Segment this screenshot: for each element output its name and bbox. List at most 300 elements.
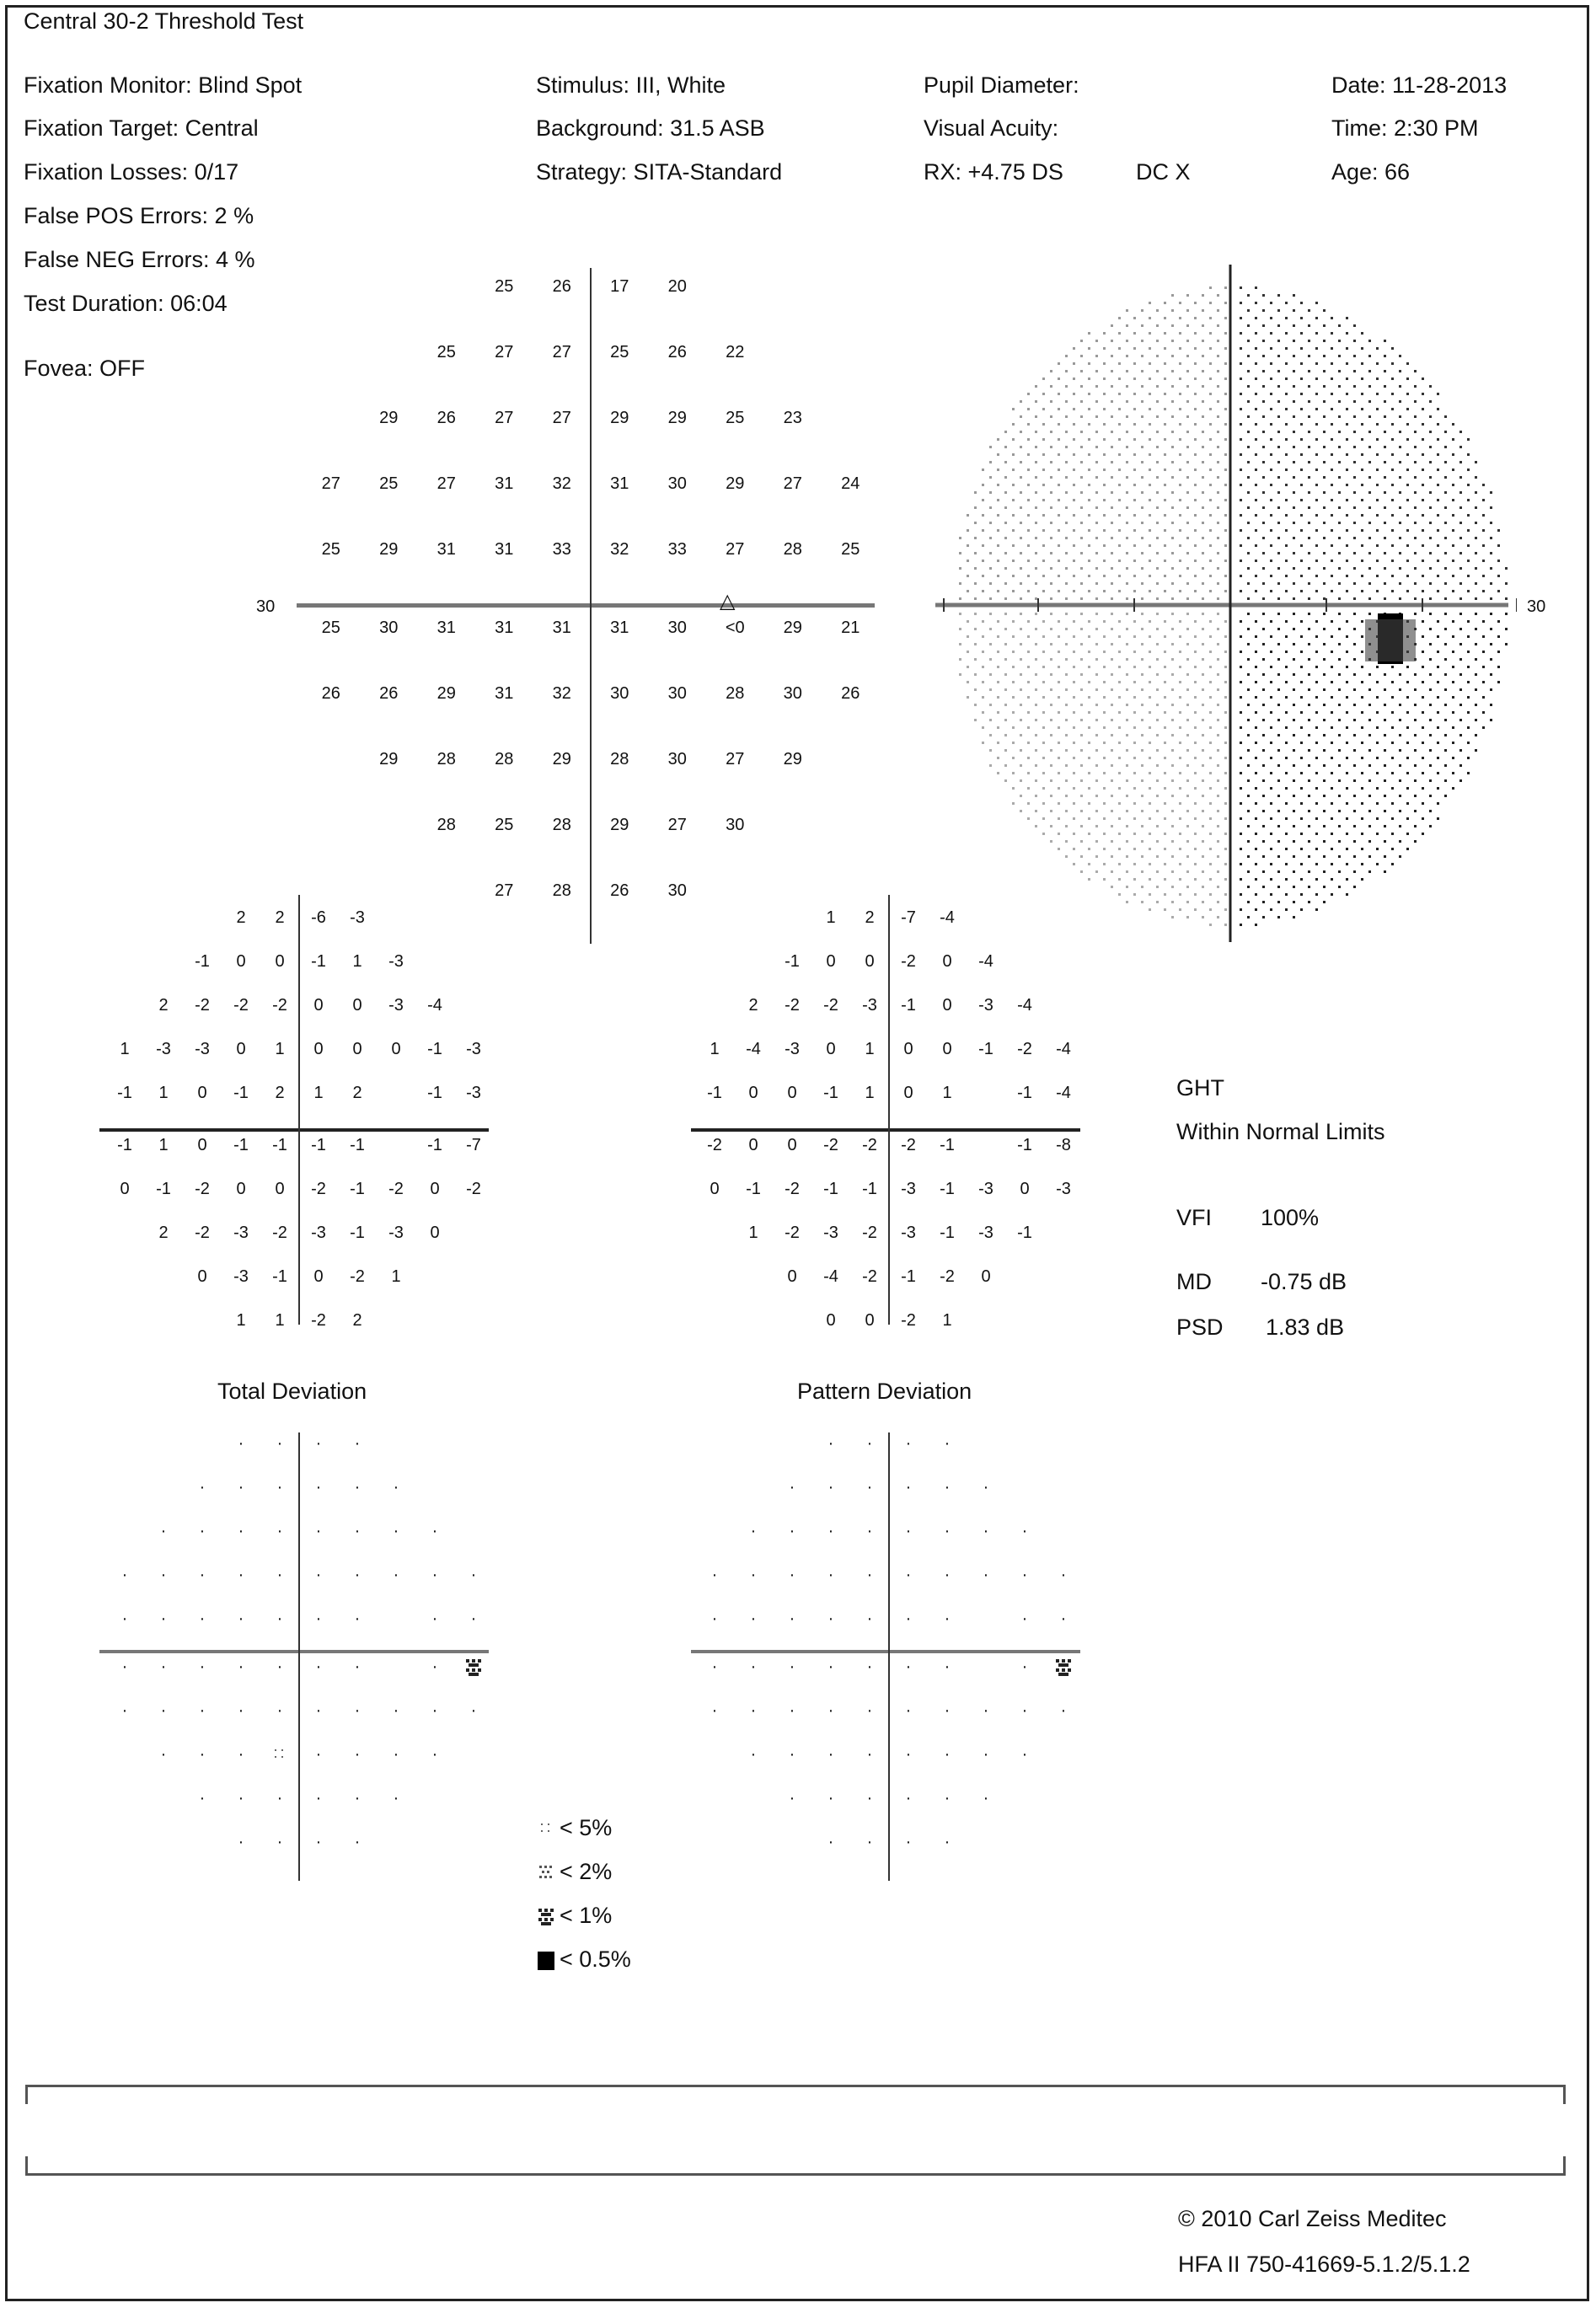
visual-acuity: Visual Acuity: [924,115,1059,141]
tdp-h-axis [99,1650,489,1653]
pd-cell: 1 [865,1083,875,1102]
threshold-cell: 31 [495,539,514,559]
pdp-symbol: · [944,1745,951,1764]
pdp-symbol: · [1060,1609,1067,1628]
td-cell: 1 [275,1039,285,1058]
td-cell: -3 [466,1083,481,1102]
threshold-cell: 25 [726,408,745,427]
pd-h-axis [691,1128,1080,1132]
tdp-symbol: · [238,1609,244,1628]
td-cell: 0 [275,1180,285,1199]
background: Background: 31.5 ASB [536,115,765,141]
total-deviation-label: Total Deviation [217,1379,367,1404]
threshold-cell: 29 [783,750,802,769]
pd-cell: -1 [940,1180,955,1199]
threshold-cell: 27 [321,474,340,493]
tdp-symbol: · [431,1522,438,1540]
pdp-symbol: · [944,1609,951,1628]
pdp-symbol: · [944,1434,951,1453]
tdp-symbol: · [431,1745,438,1764]
pdp-symbol: · [1060,1566,1067,1584]
tdp-symbol: · [354,1701,361,1721]
td-cell: 0 [313,1267,324,1287]
pdp-symbol: · [827,1566,834,1584]
tdp-symbol: · [160,1657,167,1677]
tdp-symbol: · [160,1701,167,1721]
tdp-symbol: · [238,1478,244,1497]
pd-cell: -2 [901,951,916,971]
tdp-symbol: · [238,1789,244,1808]
td-cell: 1 [391,1267,401,1287]
pd-cell: -1 [785,951,800,971]
tdp-symbol: · [121,1657,128,1677]
legend-p05 [538,1947,631,1973]
tdp-symbol: · [238,1522,244,1540]
pd-cell: 0 [942,1039,952,1058]
pdp-symbol: · [711,1701,718,1721]
legend-p05-text: < 0.5% [560,1947,631,1972]
pd-cell: -1 [1017,1083,1032,1102]
pd-cell: 0 [981,1267,991,1287]
pd-cell: 0 [903,1039,913,1058]
td-cell: 0 [352,995,362,1015]
false-pos-errors: False POS Errors: 2 % [24,203,254,228]
legend-p2-text: < 2% [560,1859,613,1884]
pdp-symbol: · [1021,1522,1028,1540]
pdp-symbol: · [983,1789,989,1808]
threshold-cell: 27 [436,474,456,493]
pd-cell: 0 [865,1311,875,1331]
threshold-cell: 25 [379,474,399,493]
tdp-symbol: · [160,1745,167,1764]
threshold-cell: 26 [841,684,860,704]
pd-cell: -1 [1017,1136,1032,1155]
td-cell: -1 [427,1136,442,1155]
pd-cell: -3 [978,1224,993,1243]
legend-p5-text: < 5% [560,1815,613,1840]
threshold-cell: 30 [379,619,399,638]
td-cell: -2 [195,995,210,1015]
tdp-symbol: · [354,1522,361,1540]
threshold-cell: 31 [436,539,456,559]
td-cell: -4 [427,995,442,1015]
threshold-cell: 29 [552,750,571,769]
pdp-symbol: · [983,1745,989,1764]
pd-cell: 0 [942,995,952,1015]
pdp-symbol: · [750,1745,757,1764]
tdp-symbol: · [276,1609,283,1628]
td-cell: 0 [120,1180,130,1199]
pd-cell: -3 [862,995,877,1015]
td-cell: 1 [158,1083,169,1102]
pdp-symbol: · [905,1478,912,1497]
threshold-cell: 27 [552,408,571,427]
pd-cell: 0 [787,1267,797,1287]
td-cell: -1 [427,1039,442,1058]
td-cell: 2 [275,908,285,927]
td-cell: -1 [311,1136,326,1155]
pupil-diameter: Pupil Diameter: [924,72,1079,98]
threshold-cell: 31 [610,619,629,638]
tdp-symbol: · [276,1701,283,1721]
tdp-symbol: · [238,1657,244,1677]
strategy: Strategy: SITA-Standard [536,159,783,185]
pdp-symbol: · [905,1789,912,1808]
pd-cell: -2 [785,995,800,1015]
p2-symbol [538,1864,554,1882]
pattern-deviation-label: Pattern Deviation [797,1379,972,1404]
td-cell: 1 [313,1083,324,1102]
td-cell: -3 [195,1039,210,1058]
tdp-symbol: · [276,1478,283,1497]
threshold-cell: 29 [610,408,629,427]
threshold-cell: 28 [552,881,571,901]
pdp-symbol [1055,1658,1072,1680]
pd-cell: -4 [1017,995,1032,1015]
pdp-symbol: · [866,1478,873,1497]
threshold-cell: 28 [610,750,629,769]
threshold-cell: 27 [667,816,687,835]
tdp-symbol: · [199,1701,206,1721]
threshold-cell: 25 [436,342,456,361]
pdp-symbol: · [944,1566,951,1584]
ght-value: Within Normal Limits [1176,1119,1385,1144]
pdp-symbol: · [944,1701,951,1721]
p5-symbol [538,1820,554,1839]
threshold-cell: 30 [667,684,687,704]
pd-cell: 0 [787,1083,797,1102]
rx-dc: DC X [1136,159,1191,185]
pd-cell: 1 [710,1039,720,1058]
td-cell: -1 [156,1180,171,1199]
threshold-cell: 28 [783,539,802,559]
pd-cell: 0 [787,1136,797,1155]
pdp-symbol: · [866,1609,873,1628]
td-cell: 0 [236,1180,246,1199]
td-cell: -1 [272,1136,287,1155]
tdp-symbol: · [199,1657,206,1677]
td-cell: -3 [311,1224,326,1243]
threshold-cell: 26 [552,276,571,296]
tdp-symbol: · [199,1566,206,1584]
pdp-symbol: · [905,1609,912,1628]
pdp-symbol: · [983,1478,989,1497]
pdp-symbol: · [866,1701,873,1721]
td-cell: 0 [313,995,324,1015]
td-cell: 1 [236,1311,246,1331]
tdp-symbol: · [354,1478,361,1497]
td-cell: -2 [195,1224,210,1243]
td-cell: 0 [197,1267,207,1287]
td-cell: -3 [466,1039,481,1058]
threshold-cell: 21 [841,619,860,638]
td-cell: 0 [313,1039,324,1058]
pd-cell: 2 [748,995,758,1015]
tdp-symbol [465,1658,482,1680]
pdp-symbol: · [905,1701,912,1721]
td-cell: -1 [117,1083,132,1102]
threshold-cell: 30 [726,816,745,835]
pd-cell: -2 [901,1311,916,1331]
pd-cell: 0 [942,951,952,971]
threshold-cell: 29 [379,750,399,769]
pd-cell: -1 [862,1180,877,1199]
pdp-symbol: · [905,1566,912,1584]
td-cell: -3 [388,1224,404,1243]
tdp-symbol: · [315,1434,322,1453]
legend-p2 [538,1859,612,1885]
copyright: © 2010 Carl Zeiss Meditec [1178,2206,1447,2231]
tdp-symbol: · [160,1566,167,1584]
rx: RX: +4.75 DS [924,159,1063,185]
pd-v-axis [888,895,890,1325]
pdp-symbol: · [905,1522,912,1540]
p1-symbol [538,1908,554,1926]
threshold-cell: 32 [552,474,571,493]
pd-cell: 0 [865,951,875,971]
pd-cell: -2 [823,1136,838,1155]
pdp-symbol: · [789,1566,795,1584]
pd-cell: -4 [978,951,993,971]
pd-cell: -1 [901,1267,916,1287]
tdp-symbol: · [393,1789,399,1808]
pd-cell: -3 [785,1039,800,1058]
pd-cell: -1 [940,1224,955,1243]
pdp-symbol: · [944,1478,951,1497]
tdp-symbol: · [393,1478,399,1497]
pdp-symbol: · [866,1434,873,1453]
pdp-symbol: · [983,1566,989,1584]
pdp-symbol: · [1021,1657,1028,1677]
pd-cell: -4 [823,1267,838,1287]
tdp-symbol: · [315,1522,322,1540]
td-cell: -3 [388,995,404,1015]
pd-cell: 0 [826,1311,836,1331]
vfi-label: VFI [1176,1205,1213,1230]
threshold-cell: 31 [610,474,629,493]
fixation-target: Fixation Target: Central [24,115,259,141]
tdp-symbol: · [238,1745,244,1764]
pd-cell: 0 [903,1083,913,1102]
fovea: Fovea: OFF [24,356,146,381]
tdp-symbol: · [354,1434,361,1453]
tdp-symbol: · [276,1434,283,1453]
psd-value: 1.83 dB [1266,1315,1345,1340]
threshold-cell: 22 [726,342,745,361]
pd-cell: 1 [826,908,836,927]
pdp-symbol: · [866,1833,873,1852]
pd-cell: 0 [1020,1180,1030,1199]
threshold-cell: 25 [841,539,860,559]
tdp-symbol: · [199,1609,206,1628]
td-cell: -1 [117,1136,132,1155]
pd-cell: 0 [826,951,836,971]
tdp-symbol: · [470,1566,477,1584]
threshold-cell: 27 [495,408,514,427]
td-cell: -7 [466,1136,481,1155]
pd-cell: -2 [901,1136,916,1155]
td-cell: -1 [350,1180,365,1199]
md-label: MD [1176,1269,1212,1294]
pdp-symbol: · [827,1657,834,1677]
td-cell: -3 [350,908,365,927]
pd-cell: -2 [785,1180,800,1199]
tdp-symbol: · [354,1566,361,1584]
pdp-symbol: · [711,1609,718,1628]
tdp-symbol: · [393,1522,399,1540]
threshold-cell: 17 [610,276,629,296]
pd-cell: -3 [823,1224,838,1243]
test-duration: Test Duration: 06:04 [24,291,228,316]
tdp-symbol: · [160,1609,167,1628]
pdp-symbol: · [711,1566,718,1584]
pdp-symbol: · [827,1478,834,1497]
threshold-cell: 20 [667,276,687,296]
pdp-h-axis [691,1650,1080,1653]
pdp-symbol: · [983,1701,989,1721]
td-cell: 2 [352,1083,362,1102]
td-cell: -2 [388,1180,404,1199]
tdp-symbol: · [199,1789,206,1808]
tdp-symbol: · [354,1657,361,1677]
td-cell: -1 [427,1083,442,1102]
pdp-symbol: · [905,1434,912,1453]
td-cell: 0 [197,1136,207,1155]
pd-cell: -3 [901,1180,916,1199]
pdp-symbol: · [866,1745,873,1764]
pdp-symbol: · [827,1833,834,1852]
pd-cell: 1 [942,1311,952,1331]
tdp-symbol: · [354,1833,361,1852]
pd-cell: -3 [1056,1180,1071,1199]
pd-cell: -1 [746,1180,761,1199]
pd-cell: -1 [707,1083,722,1102]
threshold-cell: 28 [726,684,745,704]
tdp-symbol: · [393,1566,399,1584]
pdp-symbol: · [905,1657,912,1677]
threshold-cell: 30 [667,474,687,493]
stimulus: Stimulus: III, White [536,72,726,98]
threshold-cell: 32 [552,684,571,704]
td-cell: 0 [391,1039,401,1058]
pd-cell: -1 [978,1039,993,1058]
tdp-symbol: · [393,1745,399,1764]
threshold-cell: 25 [610,342,629,361]
tdp-symbol: · [121,1701,128,1721]
pdp-symbol: · [827,1609,834,1628]
td-cell: 0 [352,1039,362,1058]
threshold-cell: 24 [841,474,860,493]
fixation-losses: Fixation Losses: 0/17 [24,159,239,185]
pdp-symbol: · [827,1789,834,1808]
ght-label: GHT [1176,1075,1224,1100]
pd-cell: -2 [823,995,838,1015]
td-cell: 0 [275,951,285,971]
grayscale-map [927,261,1517,952]
td-cell: -2 [272,995,287,1015]
td-cell: 2 [275,1083,285,1102]
td-cell: -1 [233,1136,249,1155]
threshold-cell: 29 [379,408,399,427]
tdp-symbol: · [315,1657,322,1677]
pdp-symbol: · [944,1833,951,1852]
tdp-symbol: · [315,1566,322,1584]
threshold-cell: 25 [321,619,340,638]
report-title: Central 30-2 Threshold Test [24,8,304,34]
tdp-symbol: · [431,1609,438,1628]
threshold-cell: 31 [436,619,456,638]
td-cell: -1 [233,1083,249,1102]
td-cell: -2 [311,1311,326,1331]
pd-cell: 0 [748,1136,758,1155]
pdp-symbol: · [866,1789,873,1808]
tdp-symbol: · [393,1701,399,1721]
tdp-symbol: · [354,1609,361,1628]
pd-cell: -4 [746,1039,761,1058]
comment-box [25,2085,1566,2176]
pd-cell: 1 [748,1224,758,1243]
pd-cell: -1 [901,995,916,1015]
pd-cell: -3 [978,995,993,1015]
pdp-symbol: · [789,1657,795,1677]
pdp-symbol: · [789,1609,795,1628]
tdp-symbol: · [315,1833,322,1852]
legend-p1 [538,1903,612,1929]
pd-cell: -1 [823,1083,838,1102]
pdp-symbol: · [750,1609,757,1628]
pdp-symbol: · [1021,1745,1028,1764]
pdp-symbol: · [789,1745,795,1764]
threshold-cell: 26 [667,342,687,361]
pd-cell: -3 [901,1224,916,1243]
pd-cell: 0 [748,1083,758,1102]
grayscale-axis-label-right: 30 [1527,597,1546,616]
pd-cell: -4 [1056,1039,1071,1058]
pd-cell: 1 [865,1039,875,1058]
td-cell: -2 [195,1180,210,1199]
md-value: -0.75 dB [1261,1269,1347,1294]
td-cell: -3 [156,1039,171,1058]
threshold-cell: 28 [495,750,514,769]
tdp-symbol: · [199,1522,206,1540]
tdp-v-axis [298,1432,300,1881]
td-cell: 1 [352,951,362,971]
tdp-symbol: · [238,1434,244,1453]
pd-cell: -4 [1056,1083,1071,1102]
pdp-symbol: · [827,1522,834,1540]
td-cell: -2 [233,995,249,1015]
p05-symbol [538,1952,554,1970]
td-cell: -2 [272,1224,287,1243]
threshold-cell: 30 [667,619,687,638]
pdp-v-axis [888,1432,890,1881]
tdp-symbol: · [315,1478,322,1497]
threshold-cell: 27 [783,474,802,493]
tdp-symbol: · [160,1522,167,1540]
threshold-cell: 28 [436,750,456,769]
tdp-symbol: · [315,1609,322,1628]
tdp-symbol: · [470,1701,477,1721]
td-cell: -3 [233,1224,249,1243]
pdp-symbol: · [789,1701,795,1721]
tdp-symbol: · [431,1657,438,1677]
pdp-symbol: · [750,1522,757,1540]
age: Age: 66 [1331,159,1411,185]
threshold-cell: 26 [610,881,629,901]
pdp-symbol: · [1060,1701,1067,1721]
pdp-symbol: · [905,1745,912,1764]
threshold-axis-label-left: 30 [256,597,276,616]
